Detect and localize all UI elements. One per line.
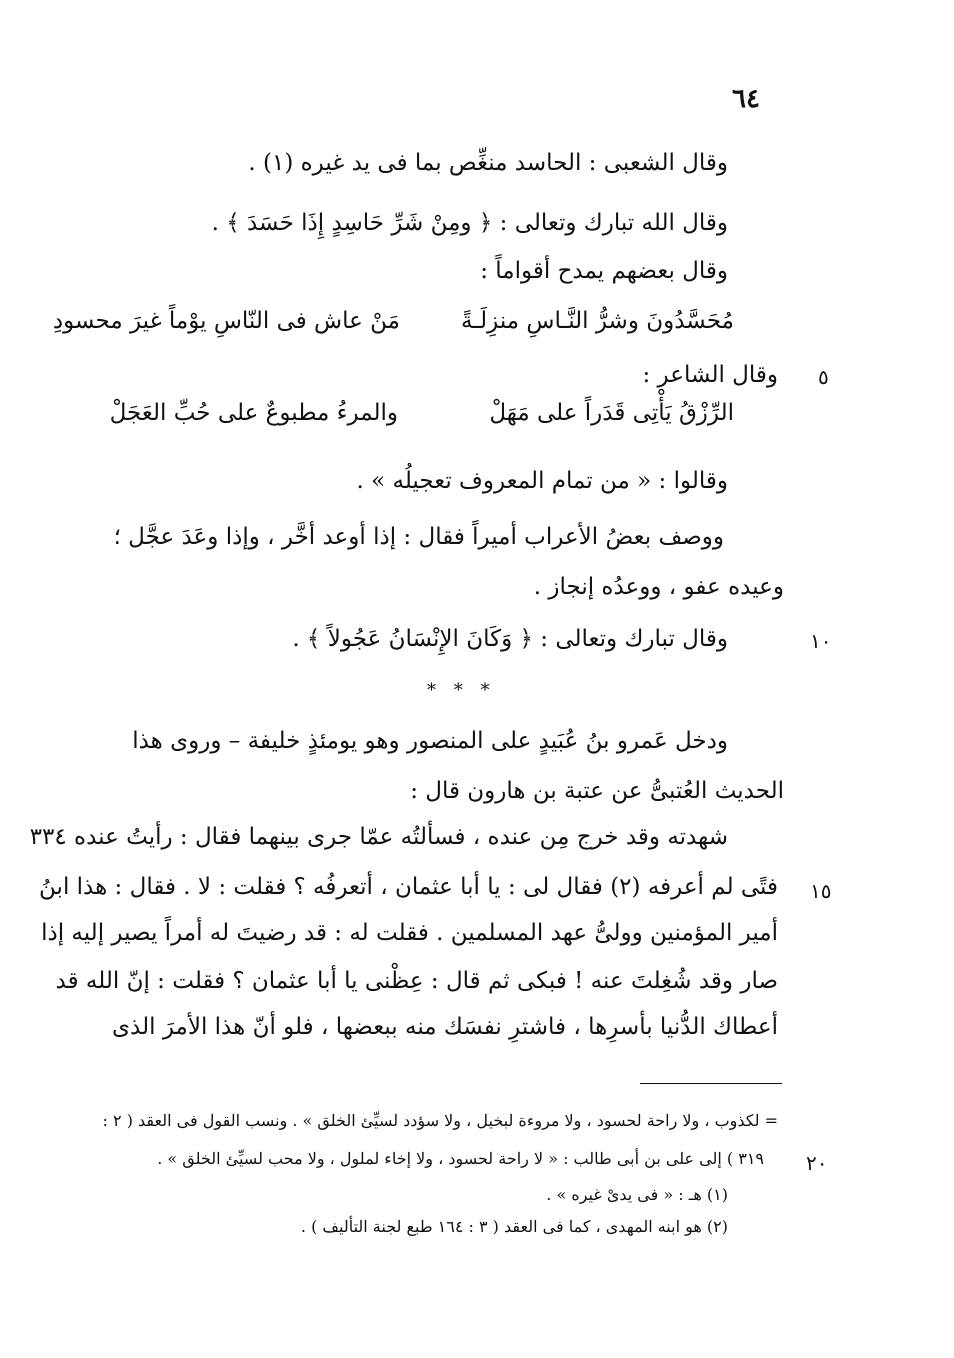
text-line: وقال بعضهم يمدح أقواماً : — [480, 258, 728, 284]
verse-hemistich: الرِّزْقُ يَأْتِى قَدَراً على مَهَلْ — [489, 400, 734, 426]
text-line: وقالوا : « من تمام المعروف تعجيلُه » . — [356, 468, 728, 494]
line-number: ٢٠ — [806, 1151, 828, 1175]
footnote-line: = لكذوب ، ولا راحة لحسود ، ولا مروءة لبخيل ، ولا سؤدد لسيِّئ الخلق » . ونسب القول فى العقد ( ٢ : — [102, 1111, 778, 1130]
line-number: ١٠ — [810, 629, 832, 653]
text-line: صار وقد شُغِلتَ عنه ! فبكى ثم قال : عِظْنى يا أبا عثمان ؟ فقلت : إنّ الله قد — [55, 968, 778, 994]
text-line: وقال الشاعر : — [642, 362, 778, 388]
footnote-separator — [640, 1083, 782, 1084]
line-number: ٥ — [818, 365, 829, 389]
line-number: ١٥ — [810, 879, 832, 903]
text-line: أعطاك الدُّنيا بأسرِها ، فاشترِ نفسَك منه ببعضها ، فلو أنّ هذا الأمرَ الذى — [112, 1014, 778, 1040]
text-line: فتًى لم أعرفه (٢) فقال لى : يا أبا عثمان ، أتعرفُه ؟ فقلت : لا . فقال : هذا ابنُ — [39, 874, 778, 900]
text-line: ودخل عَمرو بنُ عُبَيدٍ على المنصور وهو يومئذٍ خليفة – وروى هذا — [132, 728, 728, 754]
section-divider: * * * — [427, 680, 496, 701]
verse-hemistich: مَنْ عاش فى النّاسِ يوْماً غيرَ محسودِ — [52, 308, 400, 334]
text-line: أمير المؤمنين وولىُّ عهد المسلمين . فقلت له : قد رضيتَ له أمراً يصير إليه إذا — [41, 920, 778, 946]
footnote-line: (١) هـ : « فى يدىْ غيره » . — [546, 1185, 728, 1204]
footnote-line: ٣١٩ ) إلى على بن أبى طالب : « لا راحة لحسود ، ولا إخاء لملول ، ولا محب لسيِّئ الخلق » . — [157, 1149, 764, 1168]
page-number: ٦٤ — [732, 84, 760, 114]
text-line: وقال الشعبى : الحاسد منغِّص بما فى يد غيره (١) . — [248, 150, 728, 176]
text-line: وعيده عفو ، ووعدُه إنجاز . — [533, 574, 784, 600]
text-line: وقال الله تبارك وتعالى : ﴿ ومِنْ شَرِّ حَاسِدٍ إِذَا حَسَدَ ﴾ . — [211, 210, 728, 236]
verse-hemistich: والمرءُ مطبوعٌ على حُبِّ العَجَلْ — [109, 400, 398, 426]
text-line: وقال تبارك وتعالى : ﴿ وَكَانَ الإِنْسَانُ عَجُولاً ﴾ . — [292, 626, 728, 652]
text-line: شهدته وقد خرج مِن عنده ، فسألتُه عمّا جرى بينهما فقال : رأيتُ عنده ٣٣٤ — [29, 824, 728, 850]
verse-hemistich: مُحَسَّدُونَ وشرُّ النَّـاسِ منزِلَـةً — [461, 308, 734, 334]
text-line: ووصف بعضُ الأعراب أميراً فقال : إذا أوعد أخَّر ، وإذا وعَدَ عجَّل ؛ — [113, 524, 724, 550]
text-line: الحديث العُتبىُّ عن عتبة بن هارون قال : — [410, 778, 784, 804]
footnote-line: (٢) هو ابنه المهدى ، كما فى العقد ( ٣ : ١٦٤ طبع لجنة التأليف ) . — [300, 1217, 728, 1236]
